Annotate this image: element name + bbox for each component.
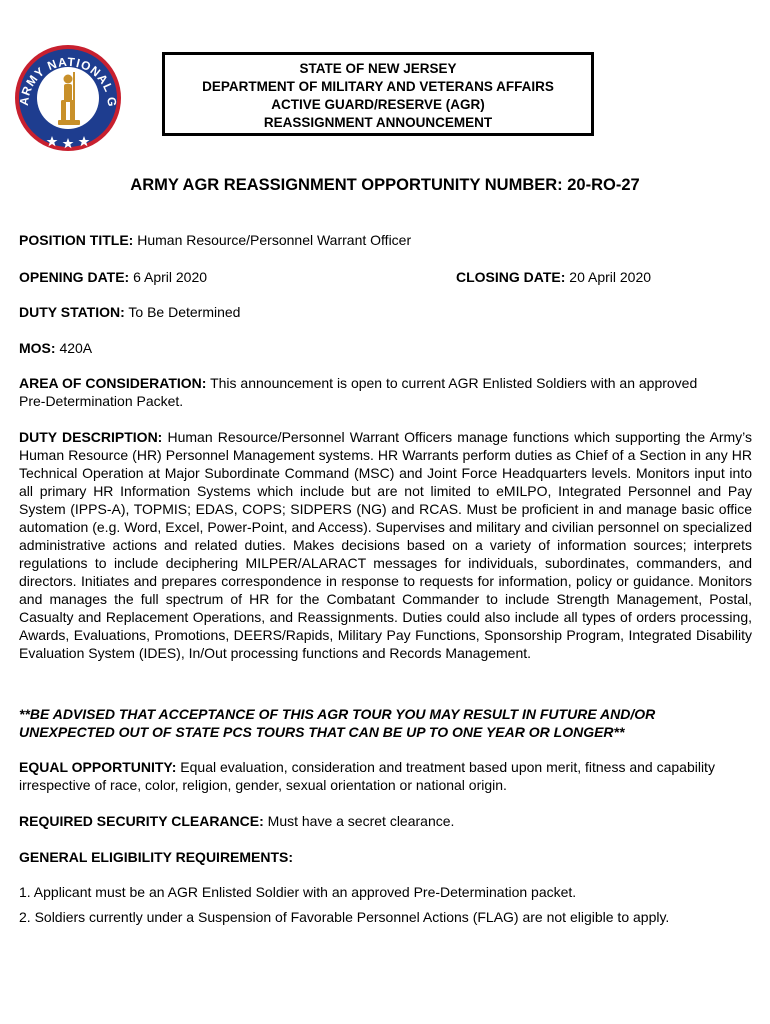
duty-station-value: To Be Determined <box>124 304 241 320</box>
security-value: Must have a secret clearance. <box>263 813 455 829</box>
closing-date <box>456 268 651 286</box>
equal-opportunity-value: Equal evaluation, consideration and treatment based upon merit, fitness and capability irrespective of race, color, religion, gender, sexual orientation or national origin. <box>19 759 715 793</box>
security-clearance <box>19 812 752 830</box>
equal-opportunity-label: EQUAL OPPORTUNITY: <box>19 759 177 775</box>
header-line-state: STATE OF NEW JERSEY <box>299 61 457 76</box>
mos-label: MOS: <box>19 340 56 356</box>
header-line-announcement: REASSIGNMENT ANNOUNCEMENT <box>263 115 493 130</box>
header-line-agr: ACTIVE GUARD/RESERVE (AGR) <box>271 97 485 112</box>
duty-description <box>19 428 752 662</box>
equal-opportunity <box>19 758 719 794</box>
opening-date-label: OPENING DATE: <box>19 269 130 285</box>
header-line-department: DEPARTMENT OF MILITARY AND VETERANS AFFAIRS <box>202 79 554 94</box>
security-label: REQUIRED SECURITY CLEARANCE: <box>19 813 264 829</box>
duty-station-label: DUTY STATION: <box>19 304 125 320</box>
mos-value: 420A <box>55 340 93 356</box>
area-label: AREA OF CONSIDERATION: <box>19 375 207 391</box>
area-value: This announcement is open to current AGR Enlisted Soldiers with an approved Pre-Determination Packet. <box>19 375 698 409</box>
duty-station <box>19 303 752 321</box>
duty-description-label: DUTY DESCRIPTION: <box>19 429 163 445</box>
closing-date-label: CLOSING DATE: <box>456 269 566 285</box>
mos <box>19 339 752 357</box>
closing-date-value: 20 April 2020 <box>565 269 652 285</box>
eligibility-heading: GENERAL ELIGIBILITY REQUIREMENTS: <box>19 849 294 865</box>
position-title-label: POSITION TITLE: <box>19 232 134 248</box>
requirement-item: 2. Soldiers currently under a Suspension of Favorable Personnel Actions (FLAG) are not eligible to apply. <box>19 909 670 925</box>
area-of-consideration <box>19 374 709 410</box>
army-national-guard-seal <box>14 44 122 152</box>
seal-ring-text: ARMY NATIONAL G <box>16 54 120 108</box>
duty-description-value: Human Resource/Personnel Warrant Officers manage functions which supporting the Army’s Human Resource (HR) Personnel Management systems. HR Warrants perform duties as Chief of a Section in any HR Technical Operation at Major Subordinate Command (MSC) and Joint Force Headquarters levels. Monitors input into all primary HR Information Systems which include but are not limited to eMILPO, Integrated Personnel and Pay System (IPPS-A), TOPMIS; EDAS, COPS; SIDPERS (NG) and RCAS. Must be proficient in and manage basic office automation (e.g. Word, Excel, Power-Point, and Access). Supervises and military and civilian personnel on specialized administrative actions and related duties. Makes decisions based on a variety of information sources; interprets regulations to include deciphering MILPER/ALARACT messages for individuals, subordinates, commanders, and directors. Initiates and prepares correspondence in response to requests for information, policy or guidance. Monitors and manages the full spectrum of HR for the Combatant Commander to include Strength Management, Postal, Casualty and Replacement Operations, and Reassignments. Duties could also include all types of orders processing, Awards, Evaluations, Promotions, DEERS/Rapids, Military Pay Functions, Sponsorship Program, Integrated Disability Evaluation System (IDES), In/Out processing functions and Records Management. <box>19 429 752 661</box>
position-title-value: Human Resource/Personnel Warrant Officer <box>133 232 412 248</box>
position-title <box>19 231 752 249</box>
advised-notice: **BE ADVISED THAT ACCEPTANCE OF THIS AGR TOUR YOU MAY RESULT IN FUTURE AND/OR UNEXPECTED OUT OF STATE PCS TOURS THAT CAN BE UP TO ONE YEAR OR LONGER** <box>19 706 656 740</box>
page-title: ARMY AGR REASSIGNMENT OPPORTUNITY NUMBER: 20-RO-27 <box>130 176 640 194</box>
requirement-item: 1. Applicant must be an AGR Enlisted Soldier with an approved Pre-Determination packet. <box>19 884 577 900</box>
opening-date-value: 6 April 2020 <box>129 269 208 285</box>
header-box <box>162 52 594 136</box>
